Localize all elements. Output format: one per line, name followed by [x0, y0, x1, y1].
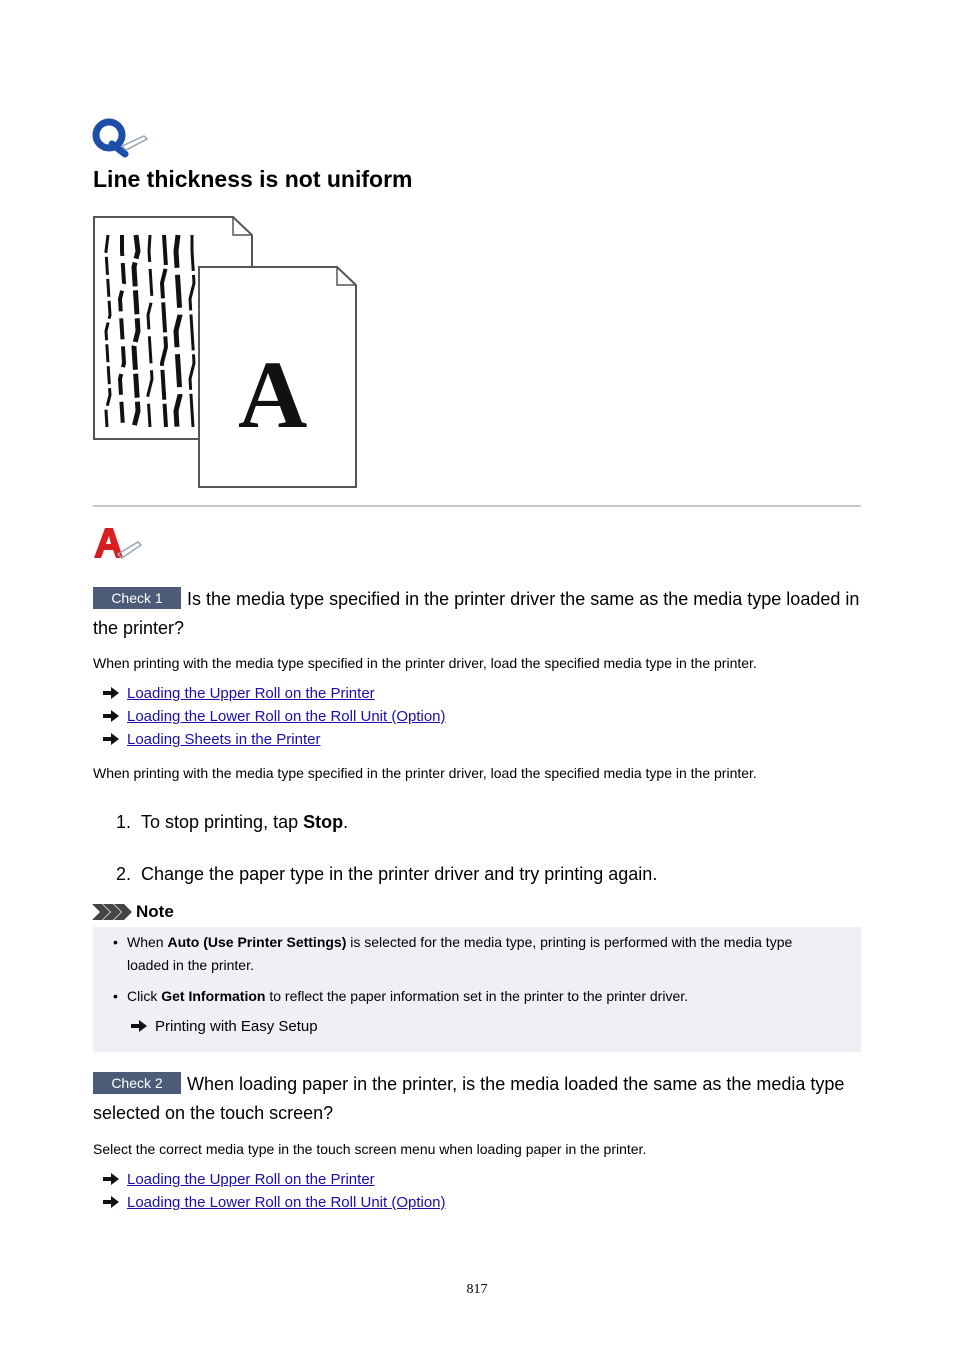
- step-number: 1.: [116, 812, 132, 832]
- uneven-lines-illustration: [92, 215, 360, 491]
- arrow-right-icon: [103, 1196, 119, 1208]
- check1-paragraph-1: When printing with the media type specified in the printer driver, load the specified media type in the printer.: [93, 655, 757, 671]
- section-divider: [93, 505, 861, 507]
- link-lower-roll-text[interactable]: Loading the Lower Roll on the Roll Unit (Option): [127, 708, 446, 725]
- note-bullet-1: [113, 931, 838, 977]
- arrow-right-icon: [131, 1020, 147, 1032]
- bullet-text: When: [127, 934, 168, 950]
- step-2: [116, 862, 657, 886]
- bullet-dot: •: [113, 934, 118, 950]
- step-number: 2.: [116, 864, 132, 884]
- note-link-text[interactable]: Printing with Easy Setup: [155, 1018, 318, 1035]
- page-number: 817: [466, 1282, 488, 1297]
- check2-link-lower-roll-text[interactable]: Loading the Lower Roll on the Roll Unit (Option): [127, 1194, 446, 1211]
- link-lower-roll[interactable]: [103, 707, 446, 727]
- check1-badge: Check 1: [93, 587, 181, 609]
- bullet-text-end: to reflect the paper information set in the printer to the printer driver.: [265, 988, 689, 1004]
- note-bullet-2: [113, 985, 838, 1008]
- step-text: Change the paper type in the printer driver and try printing again.: [141, 864, 658, 884]
- check2-question: [93, 1070, 861, 1128]
- bullet-dot: •: [113, 988, 118, 1004]
- check2-link-upper-roll-text[interactable]: Loading the Upper Roll on the Printer: [127, 1171, 375, 1188]
- arrow-right-icon: [103, 1173, 119, 1185]
- link-upper-roll-text[interactable]: Loading the Upper Roll on the Printer: [127, 685, 375, 702]
- note-heading: [92, 902, 174, 922]
- step-1: [116, 810, 348, 834]
- link-loading-sheets-text[interactable]: Loading Sheets in the Printer: [127, 731, 321, 748]
- illustration-letter: A: [238, 341, 308, 448]
- check1-question: [93, 585, 861, 643]
- check2-link-lower-roll[interactable]: [103, 1193, 446, 1213]
- bullet-text-end: is selected for the media type, printing is performed with the media type loaded in the printer.: [127, 934, 793, 973]
- auto-setting-term: Auto (Use Printer Settings): [167, 934, 347, 950]
- arrow-right-icon: [103, 733, 119, 745]
- step-text-end: .: [343, 812, 349, 832]
- check2-link-upper-roll[interactable]: [103, 1170, 375, 1190]
- check2-question-text: When loading paper in the printer, is the media loaded the same as the media type selected on the touch screen?: [93, 1074, 845, 1123]
- page-title: Line thickness is not uniform: [93, 166, 413, 192]
- check1-question-text: Is the media type specified in the printer driver the same as the media type loaded in the printer?: [93, 589, 860, 638]
- link-upper-roll[interactable]: [103, 684, 375, 704]
- answer-icon: [92, 524, 144, 562]
- note-title: Note: [136, 902, 174, 921]
- bullet-text: Click: [127, 988, 162, 1004]
- step-text: To stop printing, tap: [141, 812, 304, 832]
- arrow-right-icon: [103, 710, 119, 722]
- link-loading-sheets[interactable]: [103, 730, 320, 750]
- note-chevrons-icon: [92, 904, 132, 920]
- note-link-easy-setup[interactable]: [131, 1017, 318, 1037]
- question-icon: [92, 116, 152, 160]
- check1-paragraph-2: When printing with the media type specified in the printer driver, load the specified media type in the printer.: [93, 765, 757, 781]
- stop-term: Stop: [303, 812, 344, 832]
- check2-badge: Check 2: [93, 1072, 181, 1094]
- arrow-right-icon: [103, 687, 119, 699]
- get-information-term: Get Information: [161, 988, 266, 1004]
- check2-paragraph: Select the correct media type in the touch screen menu when loading paper in the printer.: [93, 1141, 647, 1157]
